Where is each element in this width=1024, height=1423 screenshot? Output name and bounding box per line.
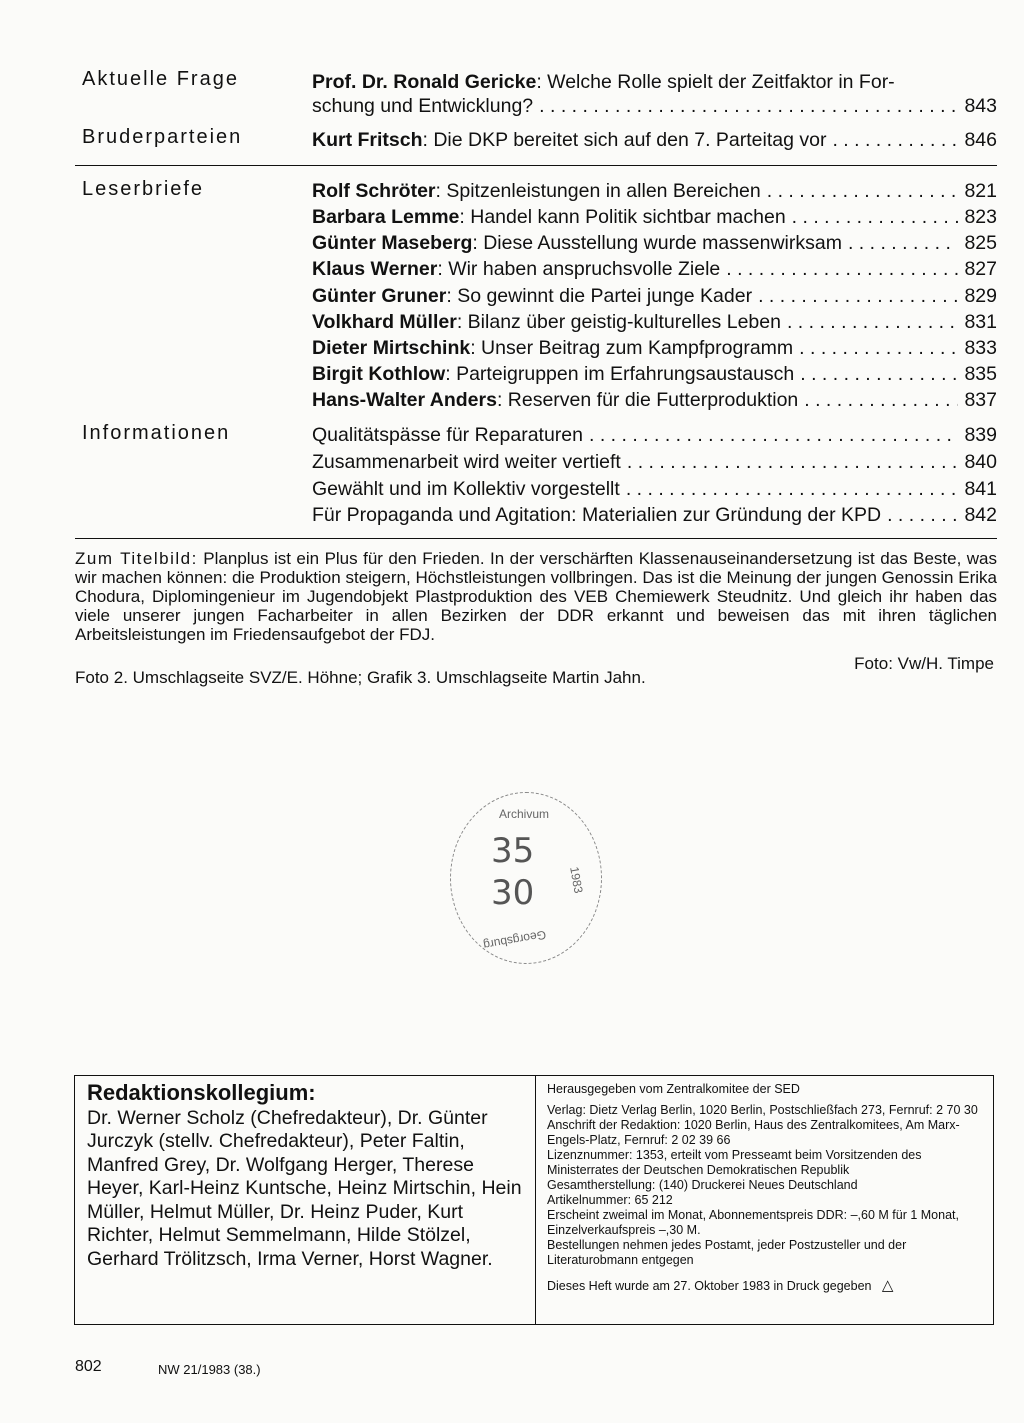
entry-page: 823 [964,206,997,228]
leader-dots [848,231,959,255]
entry-title: : Parteigruppen im Erfahrungsaustausch [445,363,795,385]
entry-page: 831 [964,311,997,333]
entry-title: schung und Entwicklung? [312,95,534,117]
toc-entry [312,128,997,152]
section-aktuelle-frage: Aktuelle Frage [82,68,239,90]
entry-author: Birgit Kothlow [312,363,446,385]
entry-page: 821 [964,180,997,202]
caption-text: Planplus ist ein Plus für den Frieden. In der verschärften Klassenauseinandersetzung ist das Beste, was wir machen können: die Produktion steigern, Höchstleistungen vollbringen. Das ist die Meinung der jungen Genossin Erika Chodura, Diplomingenieur im Jugendobjekt Plastproduktion des VEB Chemiewerk Steudnitz. Und gleich ihr haben das viele unserer jungen Facharbeiter in allen Bezirken der DDR erkannt und beweisen das mit ihren täglichen Arbeitsleistungen im Friedensaufgebot der FDJ. [75,549,997,644]
leader-dots [589,423,958,447]
toc-entry [312,362,997,386]
imprint-publisher: Herausgegeben vom Zentralkomitee der SED [547,1082,800,1096]
stamp-bottom-text: Georgsburg [482,927,548,953]
imprint-production: Gesamtherstellung: (140) Druckerei Neues Deutschland [547,1178,858,1192]
entry-page: 843 [964,95,997,117]
entry-page: 846 [964,129,997,151]
entry-title: : Diese Ausstellung wurde massenwirksam [472,232,842,254]
imprint-verlag: Verlag: Dietz Verlag Berlin, 1020 Berlin, Postschließfach 273, Fernruf: 2 70 30 [547,1103,978,1117]
entry-page: 837 [964,389,997,411]
leader-dots [767,179,959,203]
entry-title: : Spitzenleistungen in allen Bereichen [435,180,761,202]
entry-title: Zusammenarbeit wird weiter vertieft [312,451,621,473]
cover-credits: Foto 2. Umschlagseite SVZ/E. Höhne; Grafik 3. Umschlagseite Martin Jahn. [75,668,646,687]
editorial-members: Dr. Werner Scholz (Chefredakteur), Dr. Günter Jurczyk (stellv. Chefredakteur), Peter Faltin, Manfred Grey, Dr. Wolfgang Herger, Therese Heyer, Karl-Heinz Kuntsche, Heinz Mirtschin, Hein Müller, Helmut Müller, Dr. Heinz Puder, Kurt Richter, Helmut Semmelmann, Hilde Stölzel, Gerhard Trölitzsch, Irma Verner, Horst Wagner. [87,1106,522,1270]
imprint-print-date-line [547,1278,987,1294]
divider [75,538,997,539]
leader-dots [627,450,959,474]
entry-page: 841 [964,478,997,500]
entry-author: Kurt Fritsch [312,129,423,151]
section-informationen: Informationen [82,422,231,444]
entry-title: : Reserven für die Futterproduktion [496,389,799,411]
toc-entry [312,477,997,501]
leader-dots [626,477,959,501]
entry-page: 842 [964,504,997,526]
entry-title: : Unser Beitrag zum Kampfprogramm [470,337,794,359]
entry-page: 833 [964,337,997,359]
triangle-icon: △ [881,1277,894,1294]
leader-dots [832,128,958,152]
entry-title: : Bilanz über geistig-kulturelles Leben [456,311,781,333]
entry-title: Für Propaganda und Agitation: Materialien zur Gründung der KPD [312,504,882,526]
toc-entry [312,179,997,203]
entry-title: Qualitätspässe für Reparaturen [312,424,583,446]
stamp-top-text: Archivum [499,807,550,821]
stamp-number-1: 35 [491,831,535,871]
entry-title: : Welche Rolle spielt der Zeitfaktor in For- [536,71,895,93]
entry-author: Günter Gruner [312,285,447,307]
toc-entry [312,450,997,474]
entry-author: Günter Maseberg [312,232,473,254]
imprint-license: Lizenznummer: 1353, erteilt vom Presseamt beim Vorsitzenden des Ministerrates der Deutschen Demokratischen Republik [547,1148,922,1177]
imprint-box [74,1075,994,1325]
entry-author: Hans-Walter Anders [312,389,497,411]
toc-entry [312,70,997,94]
entry-page: 840 [964,451,997,473]
toc-entry [312,205,997,229]
stamp-side-text: 1983 [567,865,586,895]
box-divider [535,1076,536,1324]
leader-dots [539,94,958,118]
entry-page: 825 [964,232,997,254]
leader-dots [800,362,958,386]
entry-page: 839 [964,424,997,446]
section-bruderparteien: Bruderparteien [82,126,243,148]
editorial-board [87,1081,527,1271]
entry-author: Klaus Werner [312,258,438,280]
stamp-number-2: 30 [491,873,535,913]
imprint-price: Erscheint zweimal im Monat, Abonnementspreis DDR: –,60 M für 1 Monat, Einzelverkaufspreis –,30 M. [547,1208,959,1237]
toc-entry [312,310,997,334]
leader-dots [726,257,958,281]
editorial-heading: Redaktionskollegium: [87,1080,316,1105]
entry-author: Rolf Schröter [312,180,436,202]
leader-dots [804,388,958,412]
entry-author: Barbara Lemme [312,206,460,228]
toc-entry [312,423,997,447]
divider [75,165,997,166]
photo-credit: Foto: Vw/H. Timpe [854,654,994,673]
toc-entry [312,231,997,255]
leader-dots [758,284,958,308]
entry-title: : Wir haben anspruchsvolle Ziele [437,258,721,280]
caption-label: Zum Titelbild: [75,549,198,568]
entry-author: Dieter Mirtschink [312,337,471,359]
leader-dots [887,503,958,527]
imprint-article-number: Artikelnummer: 65 212 [547,1193,673,1207]
entry-title: : So gewinnt die Partei junge Kader [446,285,753,307]
toc-entry [312,94,997,118]
imprint-orders: Bestellungen nehmen jedes Postamt, jeder Postzusteller und der Literaturobmann entgegen [547,1238,907,1267]
leader-dots [792,205,959,229]
entry-title: : Handel kann Politik sichtbar machen [459,206,786,228]
leader-dots [787,310,959,334]
imprint-address: Anschrift der Redaktion: 1020 Berlin, Haus des Zentralkomitees, Am Marx-Engels-Platz, Fernruf: 2 02 39 66 [547,1118,960,1147]
imprint-print-date: Dieses Heft wurde am 27. Oktober 1983 in Druck gegeben [547,1279,872,1293]
section-leserbriefe: Leserbriefe [82,178,205,200]
title-image-caption [75,549,997,644]
entry-page: 835 [964,363,997,385]
toc-entry [312,257,997,281]
library-stamp [450,792,602,964]
entry-page: 829 [964,285,997,307]
page-number: 802 [75,1358,102,1375]
entry-title: : Die DKP bereitet sich auf den 7. Parteitag vor [422,129,827,151]
issue-number: NW 21/1983 (38.) [158,1362,261,1377]
entry-page: 827 [964,258,997,280]
toc-entry [312,284,997,308]
entry-title: Gewählt und im Kollektiv vorgestellt [312,478,620,500]
entry-author: Volkhard Müller [312,311,457,333]
toc-entry [312,503,997,527]
toc-entry [312,336,997,360]
entry-author: Prof. Dr. Ronald Gericke [312,71,537,93]
imprint [547,1082,987,1300]
leader-dots [799,336,958,360]
toc-entry [312,388,997,412]
